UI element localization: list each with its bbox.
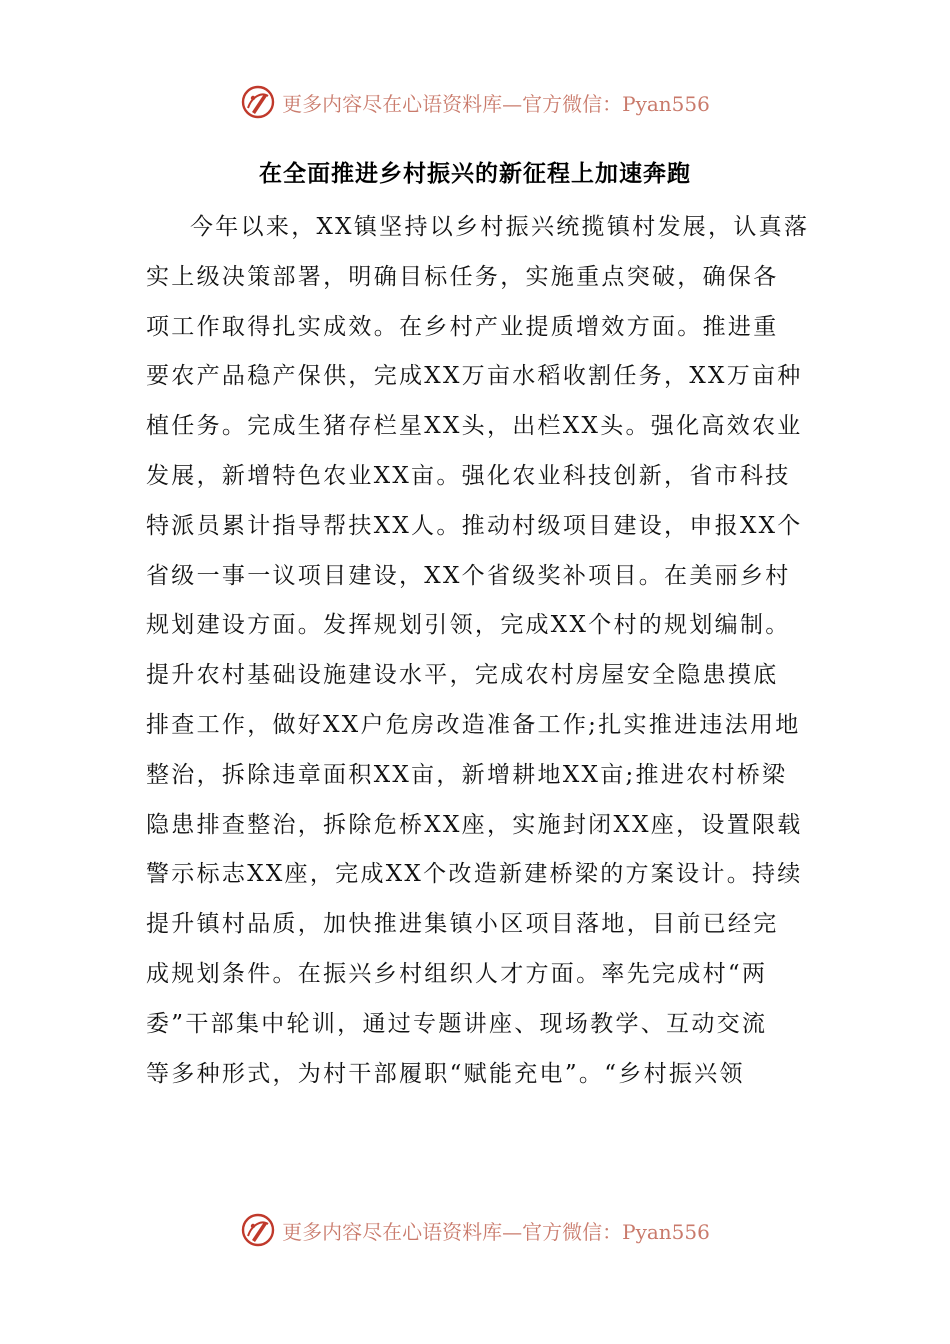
body-line: 发展，新增特色农业XX亩。强化农业科技创新，省市科技: [146, 462, 791, 489]
document-title: 在全面推进乡村振兴的新征程上加速奔跑: [259, 161, 691, 187]
body-line: 项工作取得扎实成效。在乡村产业提质增效方面。推进重: [146, 313, 779, 340]
body-line: 排查工作，做好XX户危房改造准备工作;扎实推进违法用地: [146, 711, 801, 738]
body-line: 警示标志XX座，完成XX个改造新建桥梁的方案设计。持续: [146, 861, 803, 888]
header-brand-text: 更多内容尽在心语资料库—官方微信：Pyan556: [282, 91, 710, 116]
pen-swirl-logo-icon: [240, 1212, 276, 1248]
pen-swirl-logo-icon: [240, 84, 276, 120]
body-line: 规划建设方面。发挥规划引领，完成XX个村的规划编制。: [146, 612, 791, 639]
body-line: 提升农村基础设施建设水平，完成农村房屋安全隐患摸底: [146, 662, 779, 689]
body-line: 省级一事一议项目建设，XX个省级奖补项目。在美丽乡村: [146, 562, 791, 589]
body-line: 要农产品稳产保供，完成XX万亩水稻收割任务，XX万亩种: [146, 363, 803, 390]
document-body: [146, 203, 810, 1099]
body-line: 隐患排查整治，拆除危桥XX座，实施封闭XX座，设置限载: [146, 811, 803, 838]
body-line: 提升镇村品质，加快推进集镇小区项目落地，目前已经完: [146, 911, 779, 938]
body-line: 特派员累计指导帮扶XX人。推动村级项目建设，申报XX个: [146, 512, 803, 539]
body-line: 整治，拆除违章面积XX亩，新增耕地XX亩;推进农村桥梁: [146, 761, 788, 788]
body-line: 委”干部集中轮训，通过专题讲座、现场教学、互动交流: [146, 1010, 768, 1037]
header-watermark: [0, 80, 950, 124]
body-line: 成规划条件。在振兴乡村组织人才方面。率先完成村“两: [146, 960, 768, 987]
footer-brand-text: 更多内容尽在心语资料库—官方微信：Pyan556: [282, 1219, 710, 1244]
footer-watermark: [0, 1208, 950, 1252]
body-line: 植任务。完成生猪存栏星XX头，出栏XX头。强化高效农业: [146, 413, 803, 440]
body-line: 实上级决策部署，明确目标任务，实施重点突破，确保各: [146, 263, 779, 290]
body-line: 等多种形式，为村干部履职“赋能充电”。“乡村振兴领: [146, 1060, 745, 1087]
body-line: 今年以来，XX镇坚持以乡村振兴统揽镇村发展，认真落: [190, 214, 810, 240]
